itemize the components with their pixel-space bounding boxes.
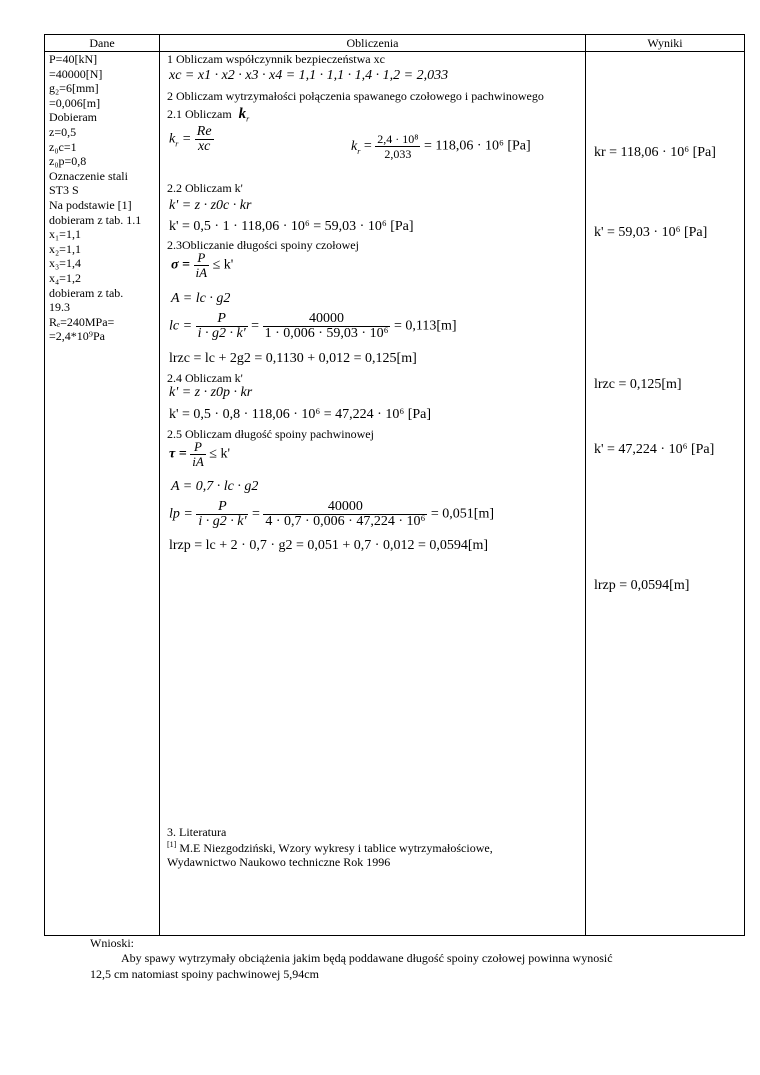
formula-k-prime-value: k' = 0,5 · 1 · 118,06 · 10⁶ = 59,03 · 10⁶ [Pa] — [169, 219, 414, 234]
dane-item: Oznaczenie stali — [49, 168, 128, 183]
result-lrzc: lrzc = 0,125[m] — [594, 377, 682, 392]
dane-item: Rₑ=240MPa= — [49, 314, 115, 329]
result-lrzp: lrzp = 0,0594[m] — [594, 578, 690, 593]
formula-k-prime-2: k' = z · z0p · kr — [169, 385, 253, 400]
literature-ref-mark: [1] — [167, 840, 177, 849]
section-2-heading: 2 Obliczam wytrzymałości połączenia spawanego czołowego i pachwinowego — [167, 89, 544, 103]
dane-item: x₄=1,2 — [49, 270, 81, 285]
header-dane: Dane — [89, 36, 115, 50]
lp-result: = 0,051[m] — [430, 506, 494, 522]
lc-value-numerator: 40000 — [263, 312, 391, 327]
literature-heading: 3. Literatura — [167, 825, 227, 839]
formula-lp: lp = $\frac{P}{i \cdot g2 \cdot k'}$ = $\frac{40000}{\text{4 · 0,7 · 0,006 · 47,224 · 10⁶}}$ = 0,051[m] — [169, 499, 494, 529]
kr-denominator: xc — [197, 139, 211, 154]
dane-item: =2,4*10⁹Pa — [49, 329, 105, 344]
kr-value-denominator: 2,033 — [384, 147, 412, 161]
header-obliczenia: Obliczenia — [346, 36, 399, 50]
lc-value-denominator: 1 · 0,006 · 59,03 · 10⁶ — [264, 326, 389, 341]
section-2-3-heading: 2.3Obliczanie długości spoiny czołowej — [167, 238, 359, 252]
formula-xc: xc = x1 · x2 · x3 · x4 = 1,1 · 1,1 · 1,4 · 1,2 = 2,033 — [169, 68, 449, 83]
formula-area-p: A = 0,7 · lc · g2 — [171, 479, 259, 494]
column-divider — [585, 35, 586, 935]
literature-line-2: Wydawnictwo Naukowo techniczne Rok 1996 — [167, 855, 391, 869]
literature-line-1: M.E Niezgodziński, Wzory wykresy i tablice wytrzymałościowe, — [176, 841, 493, 855]
dane-item: x₃=1,4 — [49, 256, 81, 271]
kr-value-numerator: 2,4 · 10⁸ — [377, 132, 419, 146]
result-kr: kr = 118,06 · 10⁶ [Pa] — [594, 145, 716, 160]
formula-lrzp: lrzp = lc + 2 · 0,7 · g2 = 0,051 + 0,7 · 0,012 = 0,0594[m] — [169, 538, 489, 553]
conclusions-line-1: Aby spawy wytrzymały obciążenia jakim będą poddawane długość spoiny czołowej powinna wynosić — [121, 951, 613, 965]
lp-label: lp = — [169, 506, 193, 522]
formula-area-c: A = lc · g2 — [171, 291, 231, 306]
lp-value-denominator: 4 · 0,7 · 0,006 · 47,224 · 10⁶ — [265, 514, 426, 529]
formula-tau — [169, 440, 230, 469]
formula-k-prime-2-value: k' = 0,5 · 0,8 · 118,06 · 10⁶ = 47,224 · 10⁶ [Pa] — [169, 407, 432, 422]
dane-list — [49, 52, 161, 344]
formula-kr-value: $k_r$ = $\frac{\text{2,4 · 10⁸}}{2,033}$ = 118,06 · 10⁶ [Pa] — [351, 132, 531, 161]
lp-value-numerator: 40000 — [263, 500, 427, 515]
sigma-denominator: iA — [195, 265, 208, 280]
dane-item: z=0,5 — [49, 124, 77, 139]
section-2-5-heading: 2.5 Obliczam długość spoiny pachwinowej — [167, 427, 374, 441]
formula-k-prime: k' = z · z0c · kr — [169, 198, 252, 213]
dane-item: g₂=6[mm] — [49, 81, 99, 96]
dane-item: z₀p=0,8 — [49, 154, 87, 169]
dane-item: P=40[kN] — [49, 52, 98, 66]
kr-numerator: Re — [196, 124, 212, 139]
sigma-tail: ≤ k' — [212, 257, 234, 273]
tau-label: τ = — [169, 446, 187, 462]
conclusions-line-2: 12,5 cm natomiast spoiny pachwinowej 5,94cm — [90, 967, 319, 981]
dane-item: Dobieram — [49, 110, 97, 125]
dane-item: dobieram z tab. — [49, 285, 124, 300]
dane-item: dobieram z tab. 1.1 — [49, 212, 142, 227]
formula-lc: lc = $\frac{P}{i \cdot g2 \cdot k'}$ = $\frac{40000}{\text{1 · 0,006 · 59,03 · 10⁶}}$ = 0,113[m] — [169, 311, 457, 341]
dane-item: =0,006[m] — [49, 95, 101, 110]
sigma-numerator: P — [194, 251, 210, 266]
formula-lrzc: lrzc = lc + 2g2 = 0,1130 + 0,012 = 0,125[m] — [169, 351, 417, 366]
dane-item: x₁=1,1 — [49, 227, 81, 242]
dane-item: =40000[N] — [49, 66, 103, 81]
conclusions-label: Wnioski: — [90, 936, 134, 950]
dane-item: 19.3 — [49, 300, 70, 315]
formula-kr: $k_r$ = $\frac{Re}{xc}$ — [169, 124, 212, 154]
dane-item: Na podstawie [1] — [49, 197, 132, 212]
lc-denominator: i · g2 · k' — [197, 326, 246, 341]
calculation-table — [44, 34, 745, 936]
section-2-2-heading: 2.2 Obliczam k' — [167, 181, 243, 195]
dane-item: ST3 S — [49, 183, 79, 198]
literature-entry — [167, 840, 493, 856]
formula-sigma — [171, 251, 233, 280]
section-1-heading: 1 Obliczam współczynnik bezpieczeństwa xc — [167, 52, 385, 66]
tau-numerator: P — [190, 440, 206, 455]
lc-label: lc = — [169, 318, 193, 334]
result-k-prime: k' = 59,03 · 10⁶ [Pa] — [594, 225, 708, 240]
section-2-1-label: 2.1 Obliczam — [167, 107, 232, 121]
lc-numerator: P — [196, 312, 248, 327]
dane-item: x₂=1,1 — [49, 241, 81, 256]
result-k-prime-2: k' = 47,224 · 10⁶ [Pa] — [594, 442, 715, 457]
header-wyniki: Wyniki — [647, 36, 683, 50]
section-2-1-heading: 2.1 Obliczam $k_r$ — [167, 106, 250, 124]
section-2-4-heading: 2.4 Obliczam k' — [167, 371, 243, 385]
tau-denominator: iA — [192, 454, 204, 469]
kr-value-result: = 118,06 · 10⁶ [Pa] — [423, 138, 531, 154]
lp-numerator: P — [196, 500, 248, 515]
dane-item: z₀c=1 — [49, 139, 77, 154]
kr-symbol: k — [238, 106, 247, 122]
tau-tail: ≤ k' — [209, 446, 230, 462]
lc-result: = 0,113[m] — [393, 318, 457, 334]
sigma-label: σ = — [171, 257, 191, 273]
lp-denominator: i · g2 · k' — [198, 514, 247, 529]
